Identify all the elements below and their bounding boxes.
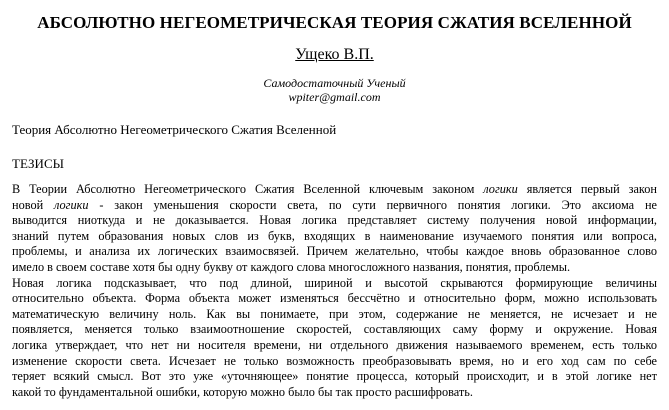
paragraph-line: проблемы, и анализа их логических взаимосвязей. Причем желательно, чтобы каждое вновь образованное слово bbox=[12, 244, 657, 259]
italic-term: логики bbox=[483, 182, 518, 196]
paper-title: АБСОЛЮТНО НЕГЕОМЕТРИЧЕСКАЯ ТЕОРИЯ СЖАТИЯ ВСЕЛЕННОЙ bbox=[37, 13, 632, 32]
text-run: В Теории Абсолютно Негеометрического Сжатия Вселенной ключевым законом bbox=[12, 182, 484, 196]
author-name: Ущеко В.П. bbox=[295, 46, 374, 63]
paragraph-line: имело в своем составе хотя бы одну букву от каждого слова многосложного названия, понятия, проблемы. bbox=[12, 259, 571, 274]
author-email: wpiter@gmail.com bbox=[288, 90, 381, 104]
paragraph-line: математическую величину ноль. Как вы понимаете, при этом, содержание не меняется, не исчезает и не bbox=[12, 306, 657, 321]
paragraph-line bbox=[12, 182, 657, 198]
paragraph-line: появляется, меняется только взаимоотношение скоростей, составляющих саму форму и окружение. Новая bbox=[12, 322, 657, 337]
paragraph-line: теряет всякий смысл. Вот это уже «уточняющее» понятие процесса, который происходит, и в этой логике нет bbox=[12, 369, 657, 384]
author-affiliation: Самодостаточный Ученый bbox=[263, 76, 406, 90]
paragraph-line: относительно объекта. Форма объекта может изменяться бессчётно и относительно форм, можно использовать bbox=[12, 291, 657, 306]
paragraph-line bbox=[12, 198, 657, 214]
text-run: новой bbox=[12, 197, 55, 212]
paragraph-line: логика утверждает, что нет ни носителя времени, ни отдельного движения называемого временем, есть только bbox=[12, 337, 657, 352]
text-run: - закон уменьшения скорости света, по сути первичного понятия логики. Это аксиома не bbox=[88, 197, 657, 212]
section-heading: ТЕЗИСЫ bbox=[12, 156, 64, 171]
paragraph-line: выводится ниоткуда и не доказывается. Новая логика представляет систему получения новой информации, bbox=[12, 213, 657, 228]
paragraph-line: изменение скорости света. Исчезает не только возможность преобразовывать время, но и его ход сам по себе bbox=[12, 353, 657, 368]
paragraph-line: Новая логика подсказывает, что под длиной, шириной и высотой скрываются формирующие величины bbox=[12, 275, 657, 290]
text-run: является первый закон bbox=[517, 182, 657, 196]
paragraph-line: знаний путем образования новых слов из букв, входящих в наименование изучаемого понятия или вопроса, bbox=[12, 228, 657, 243]
paragraph-1 bbox=[12, 182, 657, 276]
paragraph-line: какой то фундаментальной ошибки, которую можно было бы так просто расшифровать. bbox=[12, 384, 473, 399]
italic-term: логики bbox=[54, 197, 89, 212]
paragraph-2 bbox=[12, 276, 657, 401]
paper-subtitle: Теория Абсолютно Негеометрического Сжатия Вселенной bbox=[12, 122, 337, 137]
